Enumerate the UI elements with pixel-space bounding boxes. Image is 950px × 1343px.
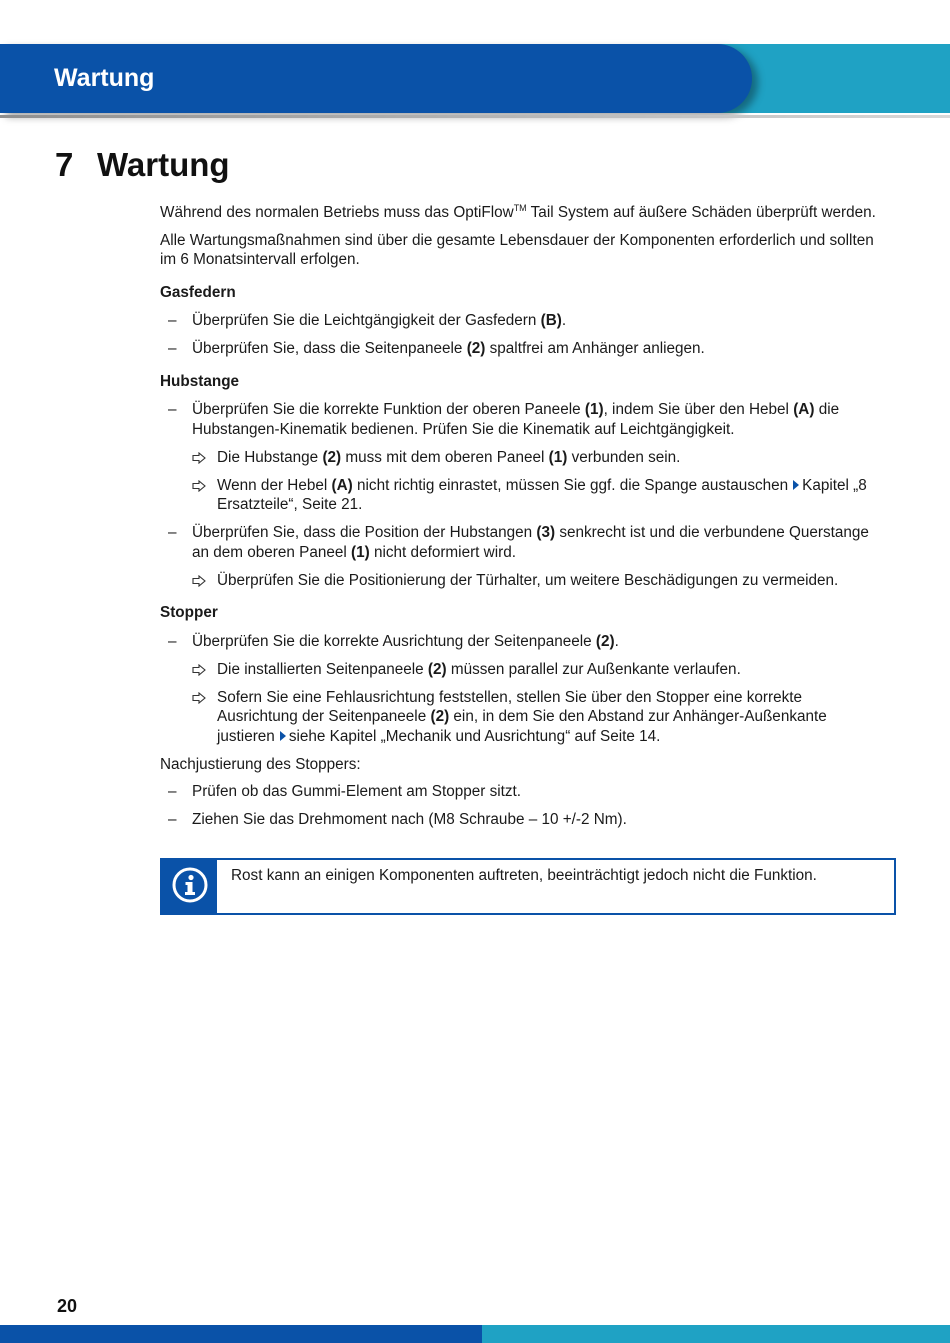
list-item: – Überprüfen Sie, dass die Position der Hubstangen (3) senkrecht ist und die verbundene Querstange an dem oberen Paneel (1) nicht deformiert wird. bbox=[168, 524, 869, 561]
cross-reference-link[interactable]: Kapitel „8 Ersatzteile“, Seite 21. bbox=[217, 476, 867, 514]
list-item: – Überprüfen Sie, dass die Seitenpaneele (2) spaltfrei am Anhänger anliegen. bbox=[168, 340, 705, 358]
result-item: Überprüfen Sie die Positionierung der Türhalter, um weitere Beschädigungen zu vermeiden. bbox=[160, 571, 880, 591]
header-band bbox=[0, 44, 950, 118]
info-text: Rost kann an einigen Komponenten auftreten, beeinträchtigt jedoch nicht die Funktion. bbox=[231, 867, 817, 884]
result-item: Die Hubstange (2) muss mit dem oberen Paneel (1) verbunden sein. bbox=[160, 448, 880, 468]
result-arrow-icon bbox=[192, 575, 206, 587]
page-number: 20 bbox=[57, 1296, 78, 1316]
section-title-hubstange: Hubstange bbox=[160, 372, 240, 390]
info-icon-column bbox=[162, 860, 217, 913]
chapter-number: 7 bbox=[55, 146, 74, 183]
result-arrow-icon bbox=[192, 692, 206, 704]
chapter-title: Wartung bbox=[97, 146, 230, 183]
section-title-stopper: Stopper bbox=[160, 604, 218, 622]
footer-teal-bar bbox=[482, 1325, 950, 1343]
info-box bbox=[160, 858, 896, 915]
result-arrow-icon bbox=[192, 480, 206, 492]
info-icon bbox=[172, 867, 208, 903]
list-item: – Überprüfen Sie die korrekte Ausrichtung der Seitenpaneele (2). bbox=[168, 632, 619, 650]
chapter-heading bbox=[55, 146, 230, 184]
cross-reference-icon bbox=[793, 480, 799, 490]
cross-reference-icon bbox=[280, 731, 286, 741]
result-arrow-icon bbox=[192, 664, 206, 676]
result-item: Die installierten Seitenpaneele (2) müssen parallel zur Außenkante verlaufen. bbox=[160, 660, 880, 680]
list-item: – Überprüfen Sie die korrekte Funktion der oberen Paneele (1), indem Sie über den Hebel (A) die Hubstangen-Kinematik bedienen. Prüfen Sie die Kinematik auf Leichtgängigkeit. bbox=[168, 401, 840, 438]
result-item: Sofern Sie eine Fehlausrichtung feststellen, stellen Sie über den Stopper eine korrekte Ausrichtung der Seitenpaneele (2) ein, in dem Sie den Abstand zur Anhänger-Außenkante justieren siehe Kapitel „Mechanik und Ausrichtung“ auf Seite 14. bbox=[160, 688, 880, 747]
footer-blue-bar bbox=[0, 1325, 482, 1343]
readjust-heading: Nachjustierung des Stoppers: bbox=[160, 755, 361, 773]
header-blue-bar bbox=[0, 44, 752, 113]
section-title-gasfedern: Gasfedern bbox=[160, 283, 236, 301]
intro-paragraph-1: Während des normalen Betriebs muss das OptiFlow™ Tail System auf äußere Schäden überprüft werden. bbox=[160, 203, 876, 222]
list-item: – Ziehen Sie das Drehmoment nach (M8 Schraube – 10 +/-2 Nm). bbox=[168, 811, 627, 829]
main-content bbox=[160, 199, 880, 838]
header-title: Wartung bbox=[54, 64, 155, 92]
result-item: Wenn der Hebel (A) nicht richtig einrastet, müssen Sie ggf. die Spange austauschen Kapitel „8 Ersatzteile“, Seite 21. bbox=[160, 476, 880, 515]
result-arrow-icon bbox=[192, 452, 206, 464]
header-divider bbox=[0, 115, 950, 118]
list-item: – Überprüfen Sie die Leichtgängigkeit der Gasfedern (B). bbox=[168, 312, 567, 330]
intro-paragraph-2: Alle Wartungsmaßnahmen sind über die gesamte Lebensdauer der Komponenten erforderlich und sollten im 6 Monatsintervall erfolgen. bbox=[160, 231, 874, 269]
cross-reference-link[interactable]: siehe Kapitel „Mechanik und Ausrichtung“ auf Seite 14. bbox=[288, 727, 661, 745]
list-item: – Prüfen ob das Gummi-Element am Stopper sitzt. bbox=[168, 783, 522, 801]
